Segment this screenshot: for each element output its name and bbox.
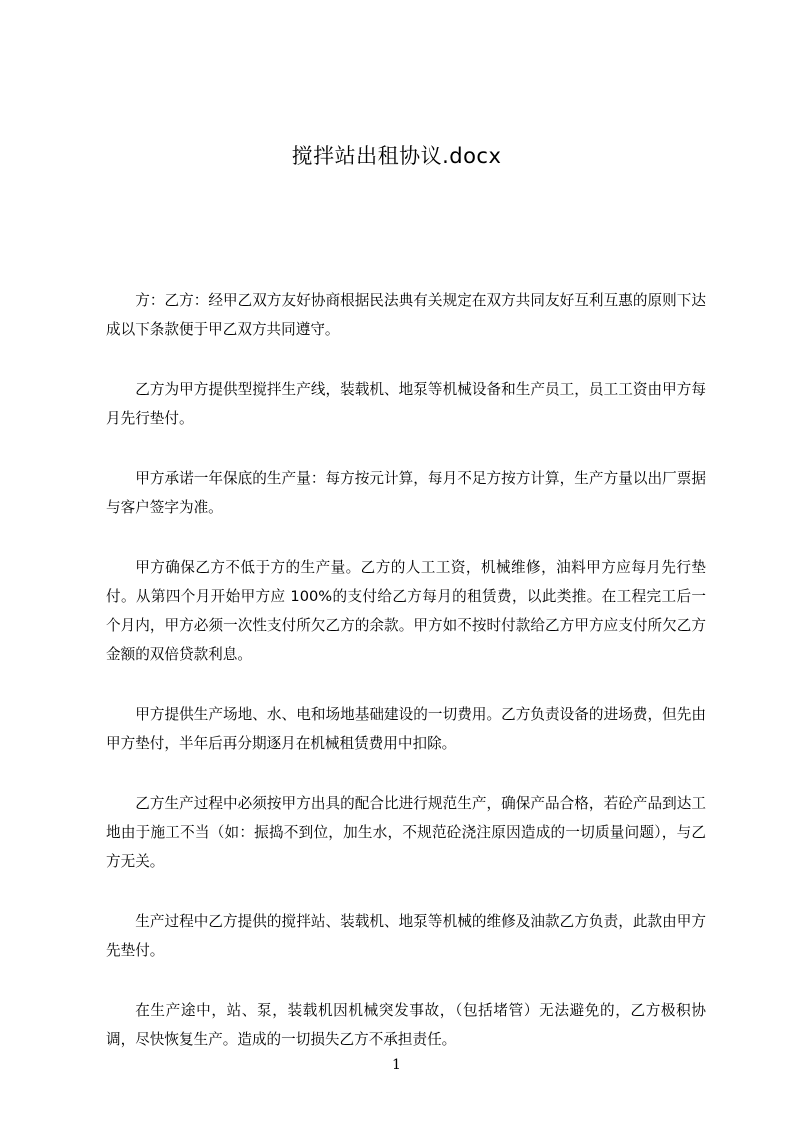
paragraph-accidents: 在生产途中，站、泵，装载机因机械突发事故，（包括堵管）无法避免的，乙方极积协调，尽快恢复生产。造成的一切损失乙方不承担责任。 [106,1002,706,1048]
document-body [106,286,706,1085]
paragraph-payment-terms: 甲方确保乙方不低于方的生产量。乙方的人工工资，机械维修，油料甲方应每月先行垫付。从第四个月开始甲方应 100%的支付给乙方每月的租赁费，以此类推。在工程完工后一个月内，甲方必须一次性支付所欠乙方的余款。甲方如不按时付款给乙方甲方应支付所欠乙方金额的双倍贷款利息。 [106,559,706,663]
paragraph-site-costs: 甲方提供生产场地、水、电和场地基础建设的一切费用。乙方负责设备的进场费，但先由甲方垫付，半年后再分期逐月在机械租赁费用中扣除。 [106,706,706,752]
paragraph-maintenance: 生产过程中乙方提供的搅拌站、装载机、地泵等机械的维修及油款乙方负责，此款由甲方先垫付。 [106,913,706,959]
paragraph-preamble: 方：乙方：经甲乙双方友好协商根据民法典有关规定在双方共同友好互利互惠的原则下达成以下条款便于甲乙双方共同遵守。 [106,292,706,338]
paragraph-production-guarantee: 甲方承诺一年保底的生产量：每方按元计算，每月不足方按方计算，生产方量以出厂票据与客户签字为准。 [106,470,706,516]
paragraph-equipment-supply: 乙方为甲方提供型搅拌生产线，装载机、地泵等机械设备和生产员工，员工工资由甲方每月先行垫付。 [106,381,706,427]
page-number: 1 [392,1057,401,1073]
paragraph-quality-responsibility: 乙方生产过程中必须按甲方出具的配合比进行规范生产，确保产品合格，若砼产品到达工地由于施工不当（如：振捣不到位，加生水，不规范砼浇注原因造成的一切质量问题），与乙方无关。 [106,795,706,870]
document-title: 搅拌站出租协议.docx [291,144,502,168]
